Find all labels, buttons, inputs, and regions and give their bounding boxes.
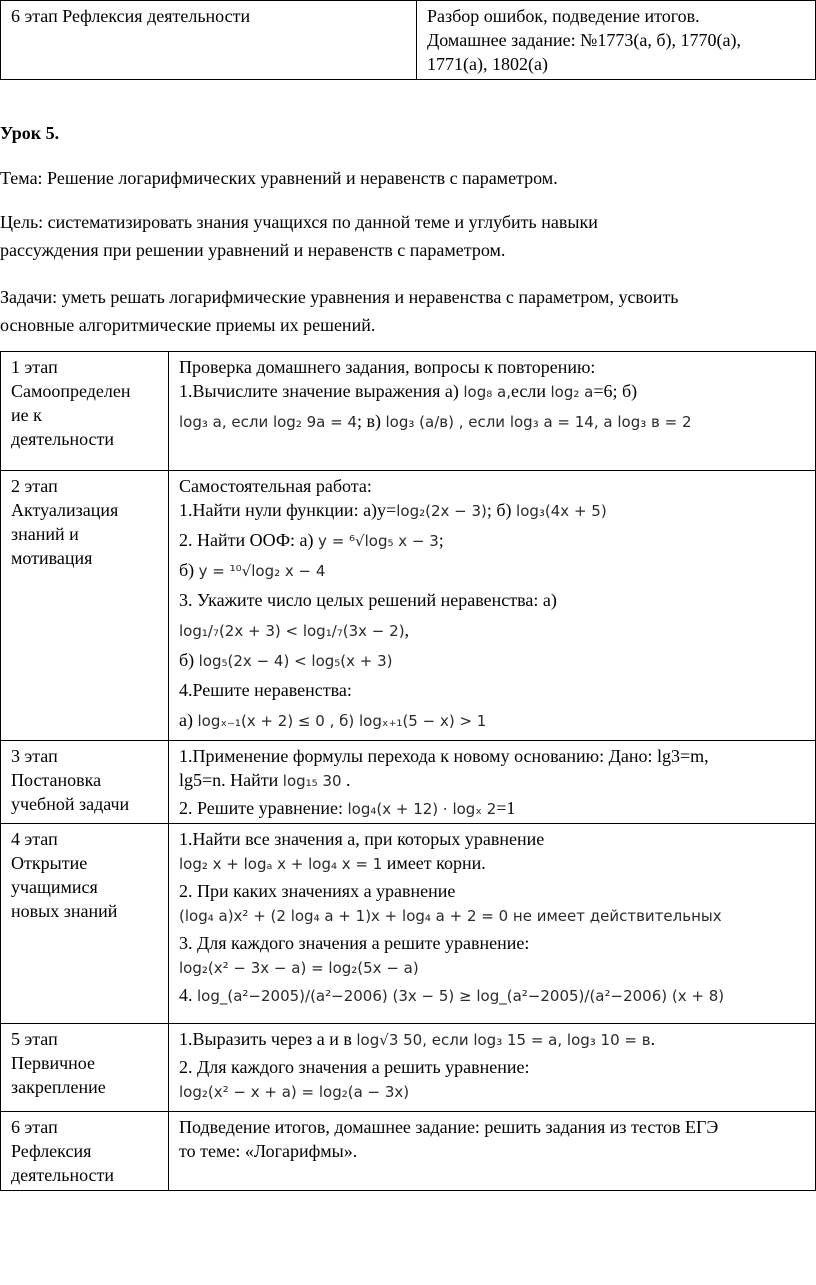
- stage-name-line: 2 этап: [11, 476, 58, 496]
- text-run: ,: [404, 620, 410, 640]
- stage-row: [1, 741, 816, 824]
- text-run: 1.Применение формулы перехода к новому основанию: Дано: lg3=m,: [179, 746, 709, 766]
- stage-name-line: Рефлексия: [11, 1141, 92, 1161]
- stage-content-cell: [169, 824, 816, 1024]
- text-run: Самостоятельная работа:: [179, 476, 372, 496]
- content-line: [179, 1139, 805, 1163]
- goal-line: Цель: систематизировать знания учащихся по данной теме и углубить навыки: [0, 212, 598, 232]
- stage-text: 6 этап Рефлексия деятельности: [11, 6, 251, 26]
- math-formula: log√3 50, если log₃ 15 = a, log₃ 10 = в: [356, 1031, 651, 1049]
- content-line: [179, 796, 805, 820]
- lesson-title: Урок 5.: [0, 123, 60, 143]
- stage-name-line: деятельности: [11, 1165, 115, 1185]
- stage-name-line: ие к: [11, 405, 42, 425]
- stage-name-line: 6 этап: [11, 1117, 58, 1137]
- stage-name-cell: [1, 471, 169, 741]
- text-run: =1: [496, 798, 516, 818]
- text-run: 2. При каких значениях а уравнение: [179, 881, 456, 901]
- math-formula: y = ¹⁰√log₂ x − 4: [198, 562, 326, 580]
- text-run: имеет корни.: [382, 853, 486, 873]
- text-run: то теме: «Логарифмы».: [179, 1141, 358, 1161]
- text-run: ; б): [486, 500, 517, 520]
- math-formula: log_(a²−2005)/(a²−2006) (3x − 5) ≥ log_(a²−2005)/(a²−2006) (x + 8): [197, 987, 725, 1005]
- text-run: ;: [438, 530, 444, 550]
- content-line: [179, 827, 805, 851]
- content-line: [179, 931, 805, 955]
- text-run: .: [650, 1029, 656, 1049]
- text-run: 1.Найти все значения а, при которых уравнение: [179, 829, 545, 849]
- content-line: [179, 558, 805, 582]
- text-run: б): [179, 560, 199, 580]
- stage-name-line: знаний и: [11, 524, 79, 544]
- stage-name-line: 3 этап: [11, 746, 58, 766]
- stage-name-line: Открытие: [11, 853, 88, 873]
- math-formula: log₅(2x − 4) < log₅(x + 3): [198, 652, 393, 670]
- stage-content-cell: [169, 1112, 816, 1191]
- content-line: [179, 1027, 805, 1051]
- text-run: ; в): [357, 411, 386, 431]
- content-line: [179, 678, 805, 702]
- stage-row: [1, 824, 816, 1024]
- math-formula: y = ⁶√log₅ x − 3: [318, 532, 439, 550]
- stage-name-cell: [1, 1112, 169, 1191]
- content-line: [179, 744, 805, 768]
- content-line: [179, 588, 805, 612]
- stage-content-cell: [169, 471, 816, 741]
- content-cell: [417, 1, 816, 80]
- content-line: [179, 498, 805, 522]
- text-run: б): [179, 650, 199, 670]
- stage-name-line: новых знаний: [11, 901, 118, 921]
- stage-content-cell: [169, 741, 816, 824]
- text-run: 4.Решите неравенства:: [179, 680, 352, 700]
- lesson-plan-table: [0, 351, 816, 1191]
- stage-name-line: Самоопределен: [11, 381, 131, 401]
- content-line: [179, 528, 805, 552]
- text-run: 4.: [179, 985, 197, 1005]
- math-formula: log₂(x² − 3x − a) = log₂(5x − a): [179, 959, 419, 977]
- stage-name-cell: [1, 741, 169, 824]
- stage-row: [1, 352, 816, 471]
- stage-row: [1, 471, 816, 741]
- stage-name-line: 5 этап: [11, 1029, 58, 1049]
- text-run: lg5=n. Найти: [179, 770, 283, 790]
- content-line: [179, 379, 805, 403]
- text-run: 1.Выразить через а и в: [179, 1029, 357, 1049]
- stage-name-cell: [1, 1024, 169, 1112]
- stage-name-line: деятельности: [11, 429, 115, 449]
- stage-name-cell: [1, 824, 169, 1024]
- text-run: а): [179, 710, 198, 730]
- text-run: 3. Для каждого значения а решите уравнение:: [179, 933, 530, 953]
- stage-name-line: Актуализация: [11, 500, 119, 520]
- math-formula: log₃ (a/в) , если log₃ a = 14, a log₃ в = 2: [385, 413, 692, 431]
- stage-content-cell: [169, 1024, 816, 1112]
- content-line: [179, 879, 805, 903]
- math-formula: log₁₅ 30: [282, 772, 342, 790]
- content-line: [179, 474, 805, 498]
- stage-name-line: закрепление: [11, 1077, 106, 1097]
- content-line: [179, 355, 805, 379]
- math-formula: log₄(x + 12) ⋅ logₓ 2: [347, 800, 497, 818]
- content-line: Разбор ошибок, подведение итогов.: [427, 6, 700, 26]
- content-line: [179, 768, 805, 792]
- lesson-topic: Тема: Решение логарифмических уравнений и неравенств с параметром.: [0, 168, 558, 188]
- stage-name-line: Постановка: [11, 770, 102, 790]
- content-line: [179, 955, 805, 979]
- content-line: [179, 1115, 805, 1139]
- math-formula: log₃(4x + 5): [516, 502, 607, 520]
- previous-lesson-table: [0, 0, 816, 80]
- content-line: [179, 409, 805, 433]
- content-line: 1771(а), 1802(а): [427, 54, 548, 74]
- goal-line: рассуждения при решении уравнений и неравенств с параметром.: [0, 240, 506, 260]
- text-run: 2. Найти ООФ: а): [179, 530, 319, 550]
- stage-name-line: мотивация: [11, 548, 93, 568]
- content-line: [179, 648, 805, 672]
- math-formula: log₂(2x − 3): [396, 502, 487, 520]
- tasks-line: Задачи: уметь решать логарифмические уравнения и неравенства с параметром, усвоить: [0, 287, 679, 307]
- text-run: если: [510, 381, 551, 401]
- stage-row: [1, 1024, 816, 1112]
- math-formula: (log₄ a)x² + (2 log₄ a + 1)x + log₄ a + 2 = 0 не имеет действительных: [179, 907, 722, 925]
- content-line: [179, 1055, 805, 1079]
- content-line: [179, 708, 805, 732]
- text-run: Подведение итогов, домашнее задание: решить задания из тестов ЕГЭ: [179, 1117, 719, 1137]
- text-run: 1.Найти нули функции: а)у=: [179, 500, 397, 520]
- stage-content-cell: [169, 352, 816, 471]
- text-run: 2. Для каждого значения а решить уравнение:: [179, 1057, 530, 1077]
- lesson-goal: [0, 210, 816, 262]
- stage-cell: [1, 1, 417, 80]
- stage-name-line: учебной задачи: [11, 794, 130, 814]
- text-run: 2. Решите уравнение:: [179, 798, 348, 818]
- tasks-line: основные алгоритмические приемы их решений.: [0, 315, 376, 335]
- content-line: [179, 903, 805, 927]
- text-run: =6; б): [593, 381, 638, 401]
- stage-name-cell: [1, 352, 169, 471]
- lesson-plan-body: [1, 352, 816, 1191]
- stage-name-line: Первичное: [11, 1053, 96, 1073]
- text-run: Проверка домашнего задания, вопросы к повторению:: [179, 357, 596, 377]
- content-line: [179, 1079, 805, 1103]
- lesson-tasks: [0, 285, 816, 337]
- content-line: [179, 851, 805, 875]
- text-run: 1.Вычислите значение выражения а): [179, 381, 464, 401]
- math-formula: log₂ x + logₐ x + log₄ x = 1: [179, 855, 383, 873]
- math-formula: log₁/₇(2x + 3) < log₁/₇(3x − 2): [179, 622, 405, 640]
- content-line: [179, 618, 805, 642]
- stage-name-line: 1 этап: [11, 357, 58, 377]
- content-line: Домашнее задание: №1773(а, б), 1770(а),: [427, 30, 741, 50]
- stage-name-line: 4 этап: [11, 829, 58, 849]
- math-formula: log₂(x² − x + a) = log₂(a − 3x): [179, 1083, 410, 1101]
- text-run: .: [341, 770, 351, 790]
- stage-row: [1, 1112, 816, 1191]
- math-formula: log₃ a, если log₂ 9a = 4: [179, 413, 357, 431]
- stage-name-line: учащимися: [11, 877, 98, 897]
- text-run: 3. Укажите число целых решений неравенства: а): [179, 590, 557, 610]
- math-formula: log₈ a,: [463, 383, 511, 401]
- math-formula: log₂ a: [550, 383, 594, 401]
- math-formula: logₓ₋₁(x + 2) ≤ 0 , б) logₓ₊₁(5 − x) > 1: [197, 712, 487, 730]
- content-line: [179, 983, 805, 1007]
